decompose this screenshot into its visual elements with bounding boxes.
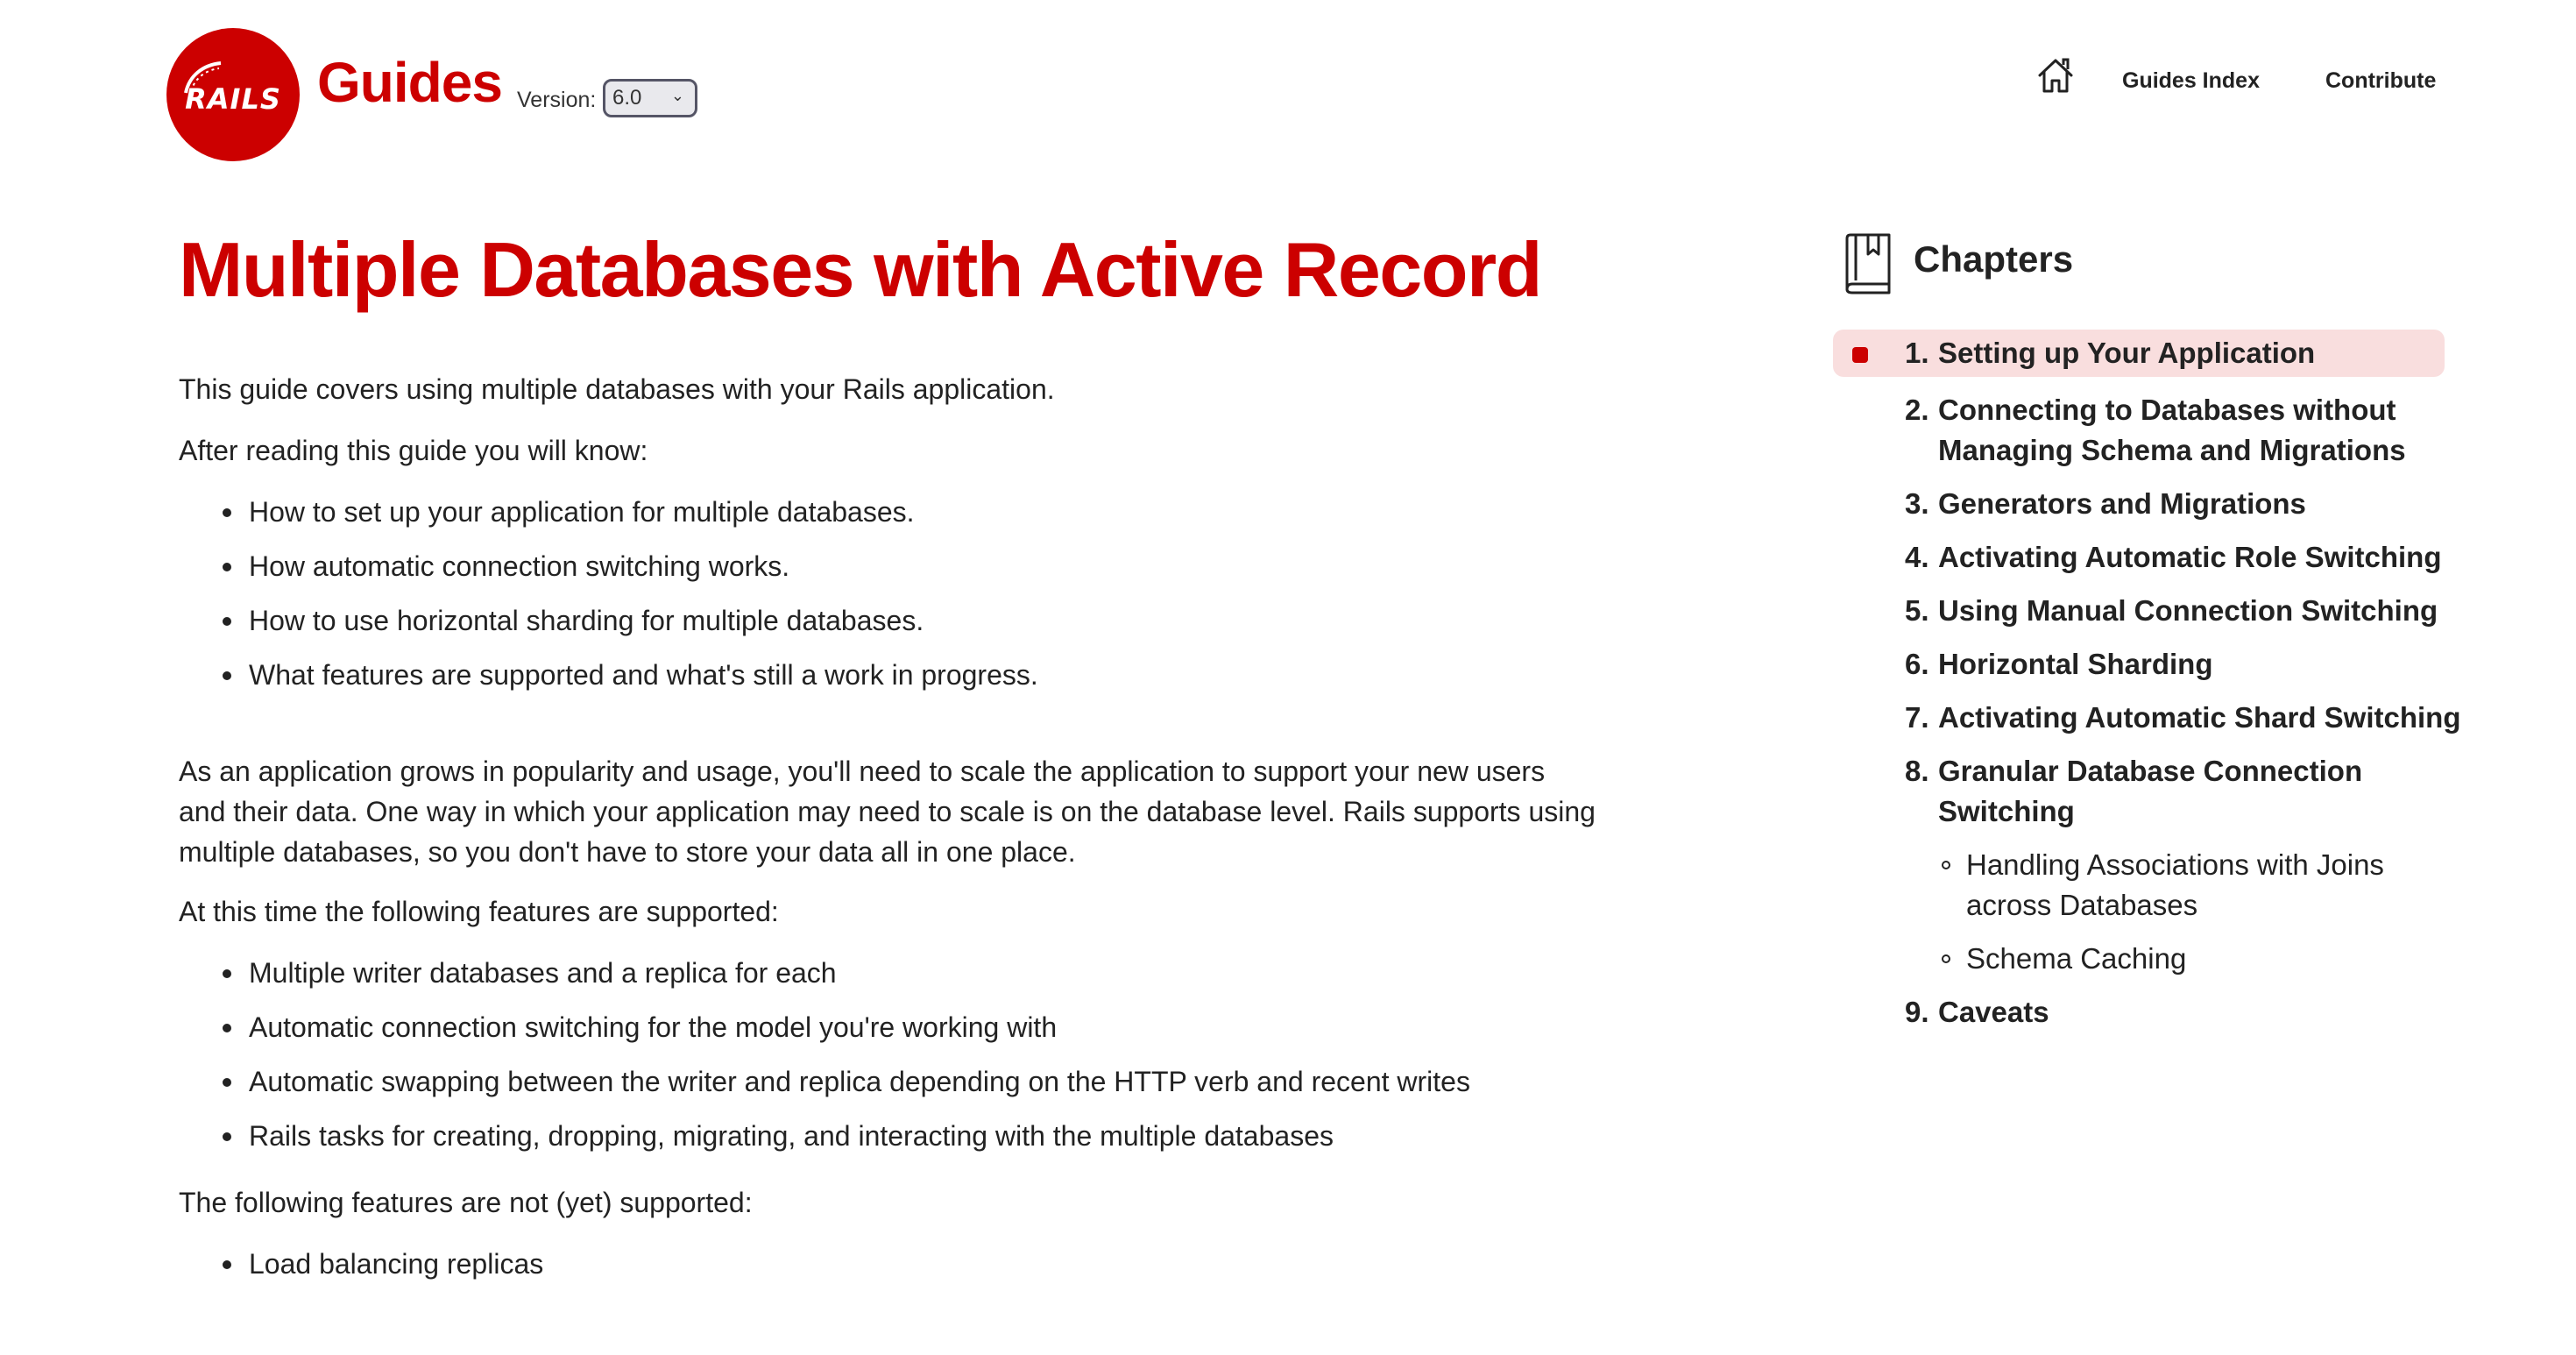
site-header	[0, 0, 2576, 175]
know-list	[179, 492, 1598, 695]
chapters-title: Chapters	[1914, 238, 2074, 280]
chapter-label: Setting up Your Application	[1938, 337, 2316, 369]
intro-paragraph: This guide covers using multiple databases with your Rails application.	[179, 372, 1055, 405]
chapters-header	[1833, 226, 2464, 296]
not-supported-intro: The following features are not (yet) supported:	[179, 1186, 753, 1218]
chapter-label: Using Manual Connection Switching	[1938, 594, 2438, 627]
book-icon	[1842, 231, 1894, 294]
brand-title[interactable]: Guides	[317, 51, 502, 114]
chapter-label: Connecting to Databases without Managing Schema and Migrations	[1938, 394, 2406, 466]
chapter-sublist-container	[1833, 845, 2464, 979]
chapter-label: Caveats	[1938, 996, 2049, 1028]
chapters-sidebar	[1833, 226, 2464, 1046]
chapter-label: Activating Automatic Shard Switching	[1938, 701, 2461, 734]
rails-track-icon	[182, 60, 223, 95]
chapter-item-4[interactable]	[1833, 537, 2464, 578]
list-item: What features are supported and what's still a work in progress.	[249, 655, 1598, 695]
chapter-label: Activating Automatic Role Switching	[1938, 541, 2442, 573]
chapter-number: 4.	[1905, 541, 1929, 573]
subchapter-item-joins[interactable]: Handling Associations with Joins across Databases	[1833, 845, 2464, 926]
chapter-number: 8.	[1905, 755, 1929, 787]
version-select[interactable]	[603, 79, 697, 117]
list-item: Load balancing replicas	[249, 1244, 1598, 1284]
chapter-number: 9.	[1905, 996, 1929, 1028]
list-item: Rails tasks for creating, dropping, migrating, and interacting with the multiple databases	[249, 1116, 1598, 1156]
rails-logo[interactable]	[166, 28, 300, 161]
active-indicator	[1852, 347, 1868, 363]
after-reading-paragraph: After reading this guide you will know:	[179, 434, 648, 466]
version-value: 6.0	[612, 86, 642, 110]
supported-list	[179, 953, 1598, 1156]
list-item: Automatic swapping between the writer and replica depending on the HTTP verb and recent writes	[249, 1061, 1598, 1102]
chapter-item-8[interactable]	[1833, 751, 2464, 832]
list-item: How automatic connection switching works.	[249, 546, 1598, 586]
chapter-label: Generators and Migrations	[1938, 487, 2306, 520]
chapter-item-6[interactable]	[1833, 644, 2464, 685]
list-item: How to set up your application for multiple databases.	[249, 492, 1598, 532]
nav-guides-index[interactable]: Guides Index	[2122, 68, 2260, 93]
chapter-number: 7.	[1905, 701, 1929, 734]
chapter-item-9[interactable]	[1833, 992, 2464, 1032]
chapter-number: 2.	[1905, 394, 1929, 426]
scale-paragraph: As an application grows in popularity and usage, you'll need to scale the application to support your new users and their data. One way in which your application may need to scale is on the database level. Rails supports using multiple databases, so you don't have to store your data all in one place.	[179, 755, 1596, 868]
chapter-sublist	[1833, 845, 2464, 979]
list-item: How to use horizontal sharding for multiple databases.	[249, 600, 1598, 641]
list-item: Automatic connection switching for the model you're working with	[249, 1007, 1598, 1047]
chevron-down-icon: ⌄	[670, 87, 684, 104]
chapter-item-3[interactable]	[1833, 484, 2464, 524]
chapter-label: Granular Database Connection Switching	[1938, 755, 2363, 827]
chapter-item-1[interactable]	[1833, 330, 2445, 377]
chapter-list	[1833, 330, 2464, 1032]
chapter-number: 1.	[1905, 337, 1929, 369]
chapter-label: Horizontal Sharding	[1938, 648, 2213, 680]
nav-contribute[interactable]: Contribute	[2325, 68, 2437, 93]
version-label: Version:	[517, 88, 597, 112]
subchapter-item-schema-caching[interactable]: Schema Caching	[1833, 939, 2464, 979]
list-item: Multiple writer databases and a replica for each	[249, 953, 1598, 993]
main-content	[179, 228, 1598, 1284]
chapter-number: 3.	[1905, 487, 1929, 520]
chapter-number: 6.	[1905, 648, 1929, 680]
chapter-item-5[interactable]	[1833, 591, 2464, 631]
home-icon[interactable]	[2035, 54, 2077, 96]
logo-text: RAILS	[185, 82, 281, 116]
supported-intro: At this time the following features are supported:	[179, 895, 779, 927]
chapter-item-7[interactable]	[1833, 698, 2464, 738]
chapter-item-2[interactable]	[1833, 390, 2464, 471]
chapter-number: 5.	[1905, 594, 1929, 627]
not-supported-list	[179, 1244, 1598, 1284]
page-title: Multiple Databases with Active Record	[179, 226, 1541, 313]
